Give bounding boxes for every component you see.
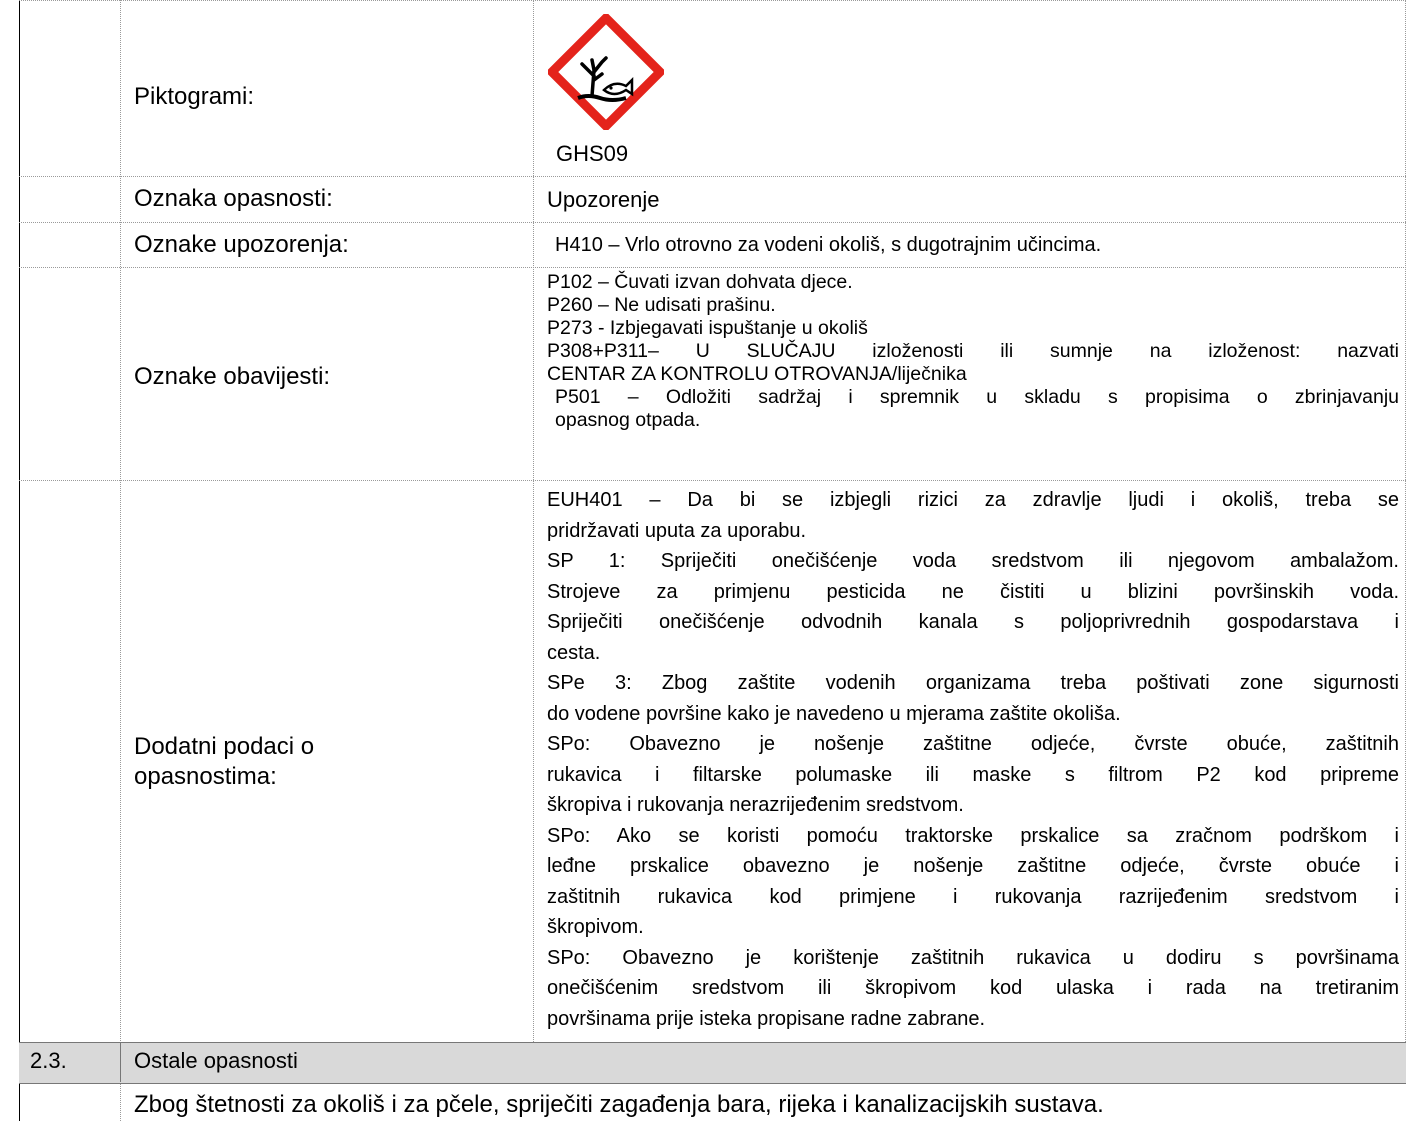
row-divider [19,480,1406,481]
row-divider [19,176,1406,177]
statement-line: P273 - Izbjegavati ispuštanje u okoliš [547,317,868,339]
table-left-border [19,0,20,1121]
section-title: Ostale opasnosti [134,1048,298,1073]
column-divider-2 [533,0,534,1042]
section-header-divider [120,1042,121,1082]
info-line: cesta. [547,641,601,664]
info-line: škropivom. [547,916,644,938]
info-line: zaštitnih rukavica kod primjene i rukovanja razrijeđenim sredstvom i [547,885,1399,908]
statement-line: opasnog otpada. [555,409,701,431]
row-divider [19,222,1406,223]
info-line: pridržavati uputa za uporabu. [547,519,807,542]
statement-line: CENTAR ZA KONTROLU OTROVANJA/liječnika [547,363,967,385]
statement-line: P308+P311– U SLUČAJU izloženosti ili sumnje na izloženost: nazvati [547,340,1399,362]
section-number: 2.3. [30,1048,67,1073]
hazard-statement-h410: H410 – Vrlo otrovno za vodeni okoliš, s dugotrajnim učincima. [555,234,1102,256]
info-line: EUH401 – Da bi se izbjegli rizici za zdravlje ljudi i okoliš, treba se [547,489,1399,511]
info-line: površinama prije isteka propisane radne zabrane. [547,1007,986,1030]
additional-info-label-line: opasnostima: [134,763,277,790]
row-divider [19,267,1406,268]
additional-info-label [134,732,314,792]
precautionary-statements-list [547,271,1399,432]
section-body-text: Zbog štetnosti za okoliš i za pčele, spriječiti zagađenja bara, rijeka i kanalizacijskih sustava. [134,1091,1104,1118]
signal-word-label: Oznaka opasnosti: [134,185,333,212]
additional-info-label-line: Dodatni podaci o [134,733,315,760]
info-line: SPo: Ako se koristi pomoću traktorske prskalice sa zračnom podrškom i [547,824,1399,847]
info-line: Strojeve za primjenu pesticida ne čistiti u blizini površinskih voda. [547,580,1399,603]
info-line: SP 1: Spriječiti onečišćenje voda sredstvom ili njegovom ambalažom. [547,550,1399,572]
row-divider [19,0,1406,1]
info-line: Spriječiti onečišćenje odvodnih kanala s poljoprivrednih gospodarstava i [547,611,1399,633]
hazard-statements-label: Oznake upozorenja: [134,231,349,258]
statement-line: P102 – Čuvati izvan dohvata djece. [547,271,853,293]
info-line: SPo: Obavezno je korištenje zaštitnih rukavica u dodiru s površinama [547,946,1399,969]
info-line: leđne prskalice obavezno je nošenje zaštitne odjeće, čvrste obuće i [547,855,1399,877]
statement-line: P501 – Odložiti sadržaj i spremnik u skladu s propisima o zbrinjavanju [555,386,1399,408]
statement-line: P260 – Ne udisati prašinu. [547,294,776,316]
additional-info-list [547,485,1399,1034]
ghs-code: GHS09 [556,141,629,166]
info-line: SPo: Obavezno je nošenje zaštitne odjeće, čvrste obuće, zaštitnih [547,733,1399,755]
column-divider-1 [120,0,121,1121]
info-line: rukavica i filtarske polumaske ili maske s filtrom P2 kod pripreme [547,763,1399,786]
info-line: do vodene površine kako je navedeno u mjerama zaštite okoliša. [547,702,1121,725]
signal-word-value: Upozorenje [547,187,660,212]
environmental-hazard-icon [548,14,664,130]
pictograms-label: Piktogrami: [134,83,255,110]
info-line: škropiva i rukovanja nerazrijeđenim sredstvom. [547,794,964,816]
info-line: SPe 3: Zbog zaštite vodenih organizama treba poštivati zone sigurnosti [547,672,1399,694]
info-line: onečišćenim sredstvom ili škropivom kod ulaska i rada na tretiranim [547,977,1399,999]
precautionary-statements-label: Oznake obavijesti: [134,363,331,390]
